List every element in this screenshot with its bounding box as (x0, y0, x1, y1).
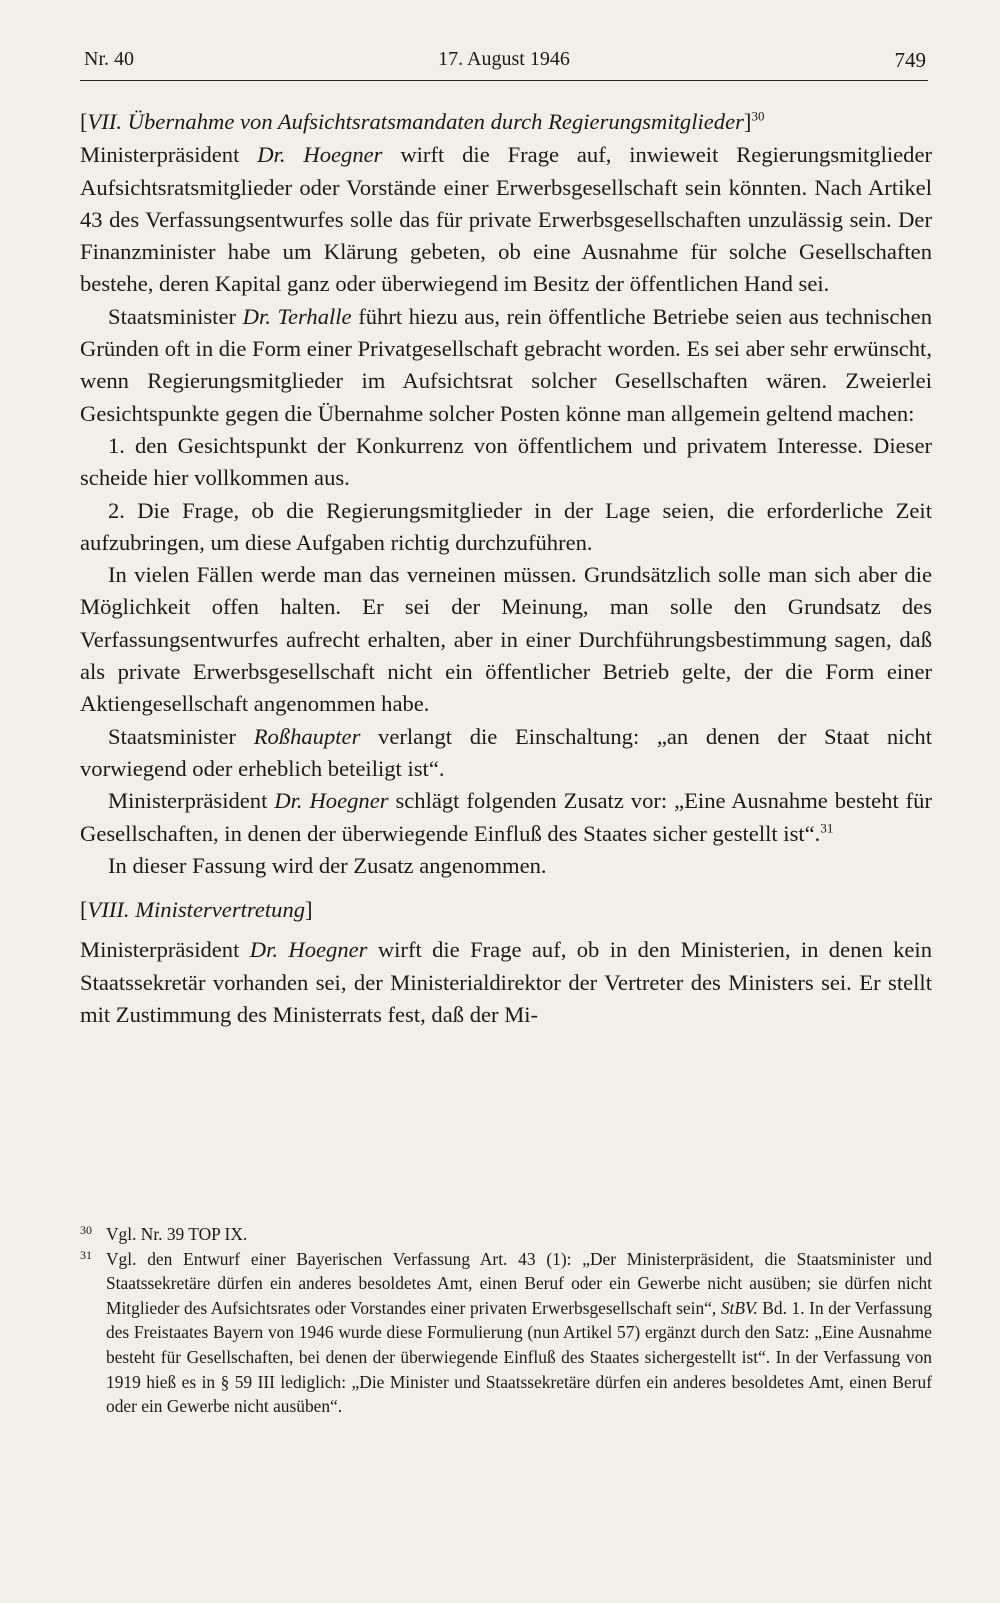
speaker-name: Roßhaupter (253, 723, 361, 749)
paragraph: Ministerpräsident Dr. Hoegner wirft die Frage auf, inwieweit Regierungsmitglieder Aufsichtsratsmitglieder oder Vorstände einer Erwerbsgesellschaft sein könnten. Nach Artikel 43 des Verfassungsentwurfes solle das für private Erwerbsgesellschaften unzulässig sein. Der Finanzminister habe um Klärung gebeten, ob eine Ausnahme für solche Gesellschaften bestehe, deren Kapital ganz oder überwiegend im Besitz der öffentlichen Hand sei. (80, 142, 933, 297)
paragraph: In vielen Fällen werde man das verneinen müssen. Grundsätzlich solle man sich aber die Möglichkeit offen halten. Er sei der Meinung, man solle den Grundsatz des Verfassungsentwurfes aufrecht erhalten, aber in einer Durchführungsbestimmung sagen, daß als private Erwerbsgesellschaft nicht ein öffentlicher Betrieb gelte, der die Form einer Aktiengesellschaft angenommen habe. (80, 562, 932, 717)
list-item: 2. Die Frage, ob die Regierungsmitglieder in der Lage seien, die erforderliche Zeit aufzubringen, um diese Aufgaben richtig durchzuführen. (80, 497, 932, 555)
footnote-ref-31: 31 (820, 820, 834, 835)
section-heading-viii: [VIII. Ministervertretung] (80, 897, 313, 923)
paragraph: Ministerpräsident Dr. Hoegner wirft die Frage auf, ob in den Ministerien, in denen kein Staatssekretär vorhanden sei, der Ministerialdirektor der Vertreter des Ministers sei. Er stellt mit Zustimmung des Ministerrats fest, daß der Mi- (80, 937, 933, 1028)
paragraph: Ministerpräsident Dr. Hoegner schlägt folgenden Zusatz vor: „Eine Ausnahme besteht für Gesellschaften, in denen der überwiegende Einfluß des Staates sicher gestellt ist“.$^{31}$ (80, 788, 932, 846)
page-number: 749 (894, 48, 926, 72)
document-number: Nr. 40 (84, 48, 134, 70)
speaker-name: Dr. Terhalle (242, 303, 352, 329)
speaker-name: Dr. Hoegner (257, 142, 383, 168)
main-text (80, 106, 932, 1031)
citation-title: StBV. (720, 1297, 758, 1318)
footnote-ref-30: 30 (751, 108, 765, 124)
section-heading-vii-text: VII. Übernahme von Aufsichtsratsmandaten durch Regierungsmitglieder (87, 109, 744, 134)
footnotes (80, 1222, 932, 1419)
footnote-31: 31 Vgl. den Entwurf einer Bayerischen Verfassung Art. 43 (1): „Der Ministerpräsident, die Staatsminister und Staatssekretäre dürfen ein anderes besoldetes Amt, einen Beruf oder ein Gewerbe nicht ausüben; sie dürfen nicht Mitglieder des Aufsichtsrates oder Vorstandes einer privaten Erwerbsgesellschaft sein“, StBV. Bd. 1. In der Verfassung des Freistaates Bayern von 1946 wurde diese Formulierung (nun Artikel 57) ergänzt durch den Satz: „Eine Ausnahme besteht für Gesellschaften, bei denen der überwiegende Einfluß des Staates sichergestellt ist“. In der Verfassung von 1919 hieß es in § 59 III lediglich: „Die Minister und Staatssekretäre dürfen ein anderes besoldetes Amt, einen Beruf oder ein Gewerbe nicht ausüben“. (80, 1247, 932, 1419)
header-date: 17. August 1946 (438, 48, 570, 70)
paragraph: Staatsminister Dr. Terhalle führt hiezu aus, rein öffentliche Betriebe seien aus technischen Gründen oft in die Form einer Privatgesellschaft gebracht worden. Es sei aber sehr erwünscht, wenn Regierungsmitglieder im Aufsichtsrat solcher Gesellschaften wären. Zweierlei Gesichtspunkte gegen die Übernahme solcher Posten könne man allgemein geltend machen: (80, 303, 933, 426)
section-heading-viii-text: VIII. Ministervertretung (87, 897, 306, 923)
footnote-30: 30 Vgl. Nr. 39 TOP IX. (80, 1222, 932, 1247)
footnote-number: 31 (80, 1247, 92, 1262)
paragraph: Staatsminister Roßhaupter verlangt die Einschaltung: „an denen der Staat nicht vorwiegend oder erheblich beteiligt ist“. (80, 723, 933, 781)
section-heading-vii: [VII. Übernahme von Aufsichtsratsmandaten durch Regierungsmitglieder]$^{30}$ (80, 108, 765, 134)
list-item: 1. den Gesichtspunkt der Konkurrenz von öffentlichem und privatem Interesse. Dieser scheide hier vollkommen aus. (80, 432, 932, 491)
speaker-name: Dr. Hoegner (274, 788, 389, 814)
speaker-name: Dr. Hoegner (249, 937, 368, 963)
paragraph: In dieser Fassung wird der Zusatz angenommen. (108, 852, 547, 878)
footnote-number: 30 (80, 1223, 92, 1237)
running-header (80, 44, 928, 81)
